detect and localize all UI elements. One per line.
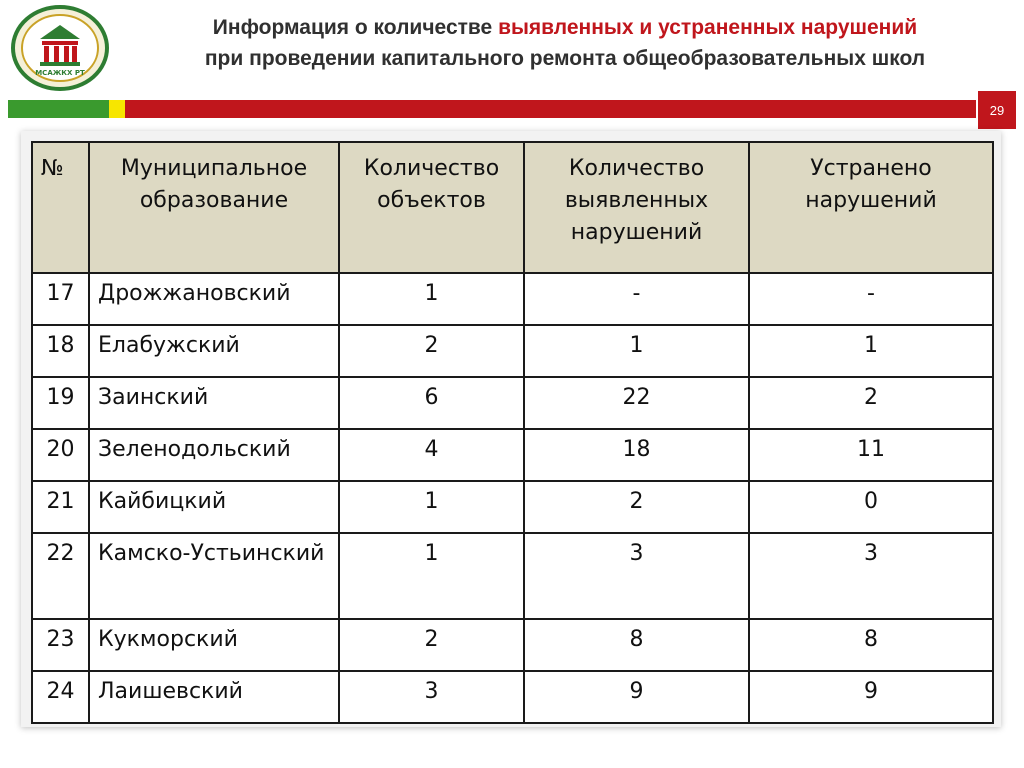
column-header-fixed: Устранено нарушений — [749, 142, 993, 273]
cell-municipality: Дрожжановский — [89, 273, 339, 325]
stripe-yellow — [109, 100, 125, 118]
title-line-2: при проведении капитального ремонта общеобразовательных школ — [204, 47, 926, 70]
title-accent: выявленных и устраненных нарушений — [498, 16, 918, 39]
cell-objects: 1 — [339, 481, 524, 533]
stripe-red — [125, 100, 976, 118]
title-line-1 — [115, 12, 1015, 43]
column-header-objects: Количество объектов — [339, 142, 524, 273]
cell-objects: 3 — [339, 671, 524, 723]
cell-found: 3 — [524, 533, 749, 619]
stripe-green — [8, 100, 109, 118]
cell-found: 1 — [524, 325, 749, 377]
cell-municipality: Елабужский — [89, 325, 339, 377]
violations-table — [31, 141, 994, 724]
cell-fixed: 1 — [749, 325, 993, 377]
cell-number: 23 — [32, 619, 89, 671]
title-part1: Информация о количестве — [212, 16, 499, 39]
cell-number: 22 — [32, 533, 89, 619]
column-header-municipality: Муниципальное образование — [89, 142, 339, 273]
cell-objects: 6 — [339, 377, 524, 429]
cell-municipality: Заинский — [89, 377, 339, 429]
cell-fixed: 3 — [749, 533, 993, 619]
cell-objects: 4 — [339, 429, 524, 481]
cell-fixed: 9 — [749, 671, 993, 723]
column-header-found: Количество выявленных нарушений — [524, 142, 749, 273]
cell-found: 22 — [524, 377, 749, 429]
cell-number: 21 — [32, 481, 89, 533]
cell-objects: 1 — [339, 533, 524, 619]
cell-objects: 1 — [339, 273, 524, 325]
cell-number: 18 — [32, 325, 89, 377]
cell-municipality: Камско-Устьинский — [89, 533, 339, 619]
cell-fixed: 0 — [749, 481, 993, 533]
cell-number: 24 — [32, 671, 89, 723]
cell-found: 9 — [524, 671, 749, 723]
cell-objects: 2 — [339, 325, 524, 377]
svg-text:МСАЖКХ РТ: МСАЖКХ РТ — [35, 69, 85, 77]
cell-number: 17 — [32, 273, 89, 325]
table-row — [32, 481, 993, 533]
table-row — [32, 377, 993, 429]
cell-municipality: Кукморский — [89, 619, 339, 671]
cell-number: 20 — [32, 429, 89, 481]
table-row — [32, 533, 993, 619]
cell-found: 18 — [524, 429, 749, 481]
cell-number: 19 — [32, 377, 89, 429]
table-header-row — [32, 142, 993, 273]
table-row — [32, 671, 993, 723]
table-row — [32, 273, 993, 325]
column-header-number: № — [32, 142, 89, 273]
cell-fixed: 8 — [749, 619, 993, 671]
cell-found: 2 — [524, 481, 749, 533]
page-number: 29 — [978, 91, 1016, 129]
cell-found: - — [524, 273, 749, 325]
cell-objects: 2 — [339, 619, 524, 671]
table-row — [32, 619, 993, 671]
cell-municipality: Кайбицкий — [89, 481, 339, 533]
cell-municipality: Лаишевский — [89, 671, 339, 723]
cell-fixed: - — [749, 273, 993, 325]
table-row — [32, 429, 993, 481]
cell-found: 8 — [524, 619, 749, 671]
table-row — [32, 325, 993, 377]
cell-municipality: Зеленодольский — [89, 429, 339, 481]
ministry-logo — [10, 5, 110, 91]
cell-fixed: 11 — [749, 429, 993, 481]
page-title — [115, 12, 1015, 74]
cell-fixed: 2 — [749, 377, 993, 429]
